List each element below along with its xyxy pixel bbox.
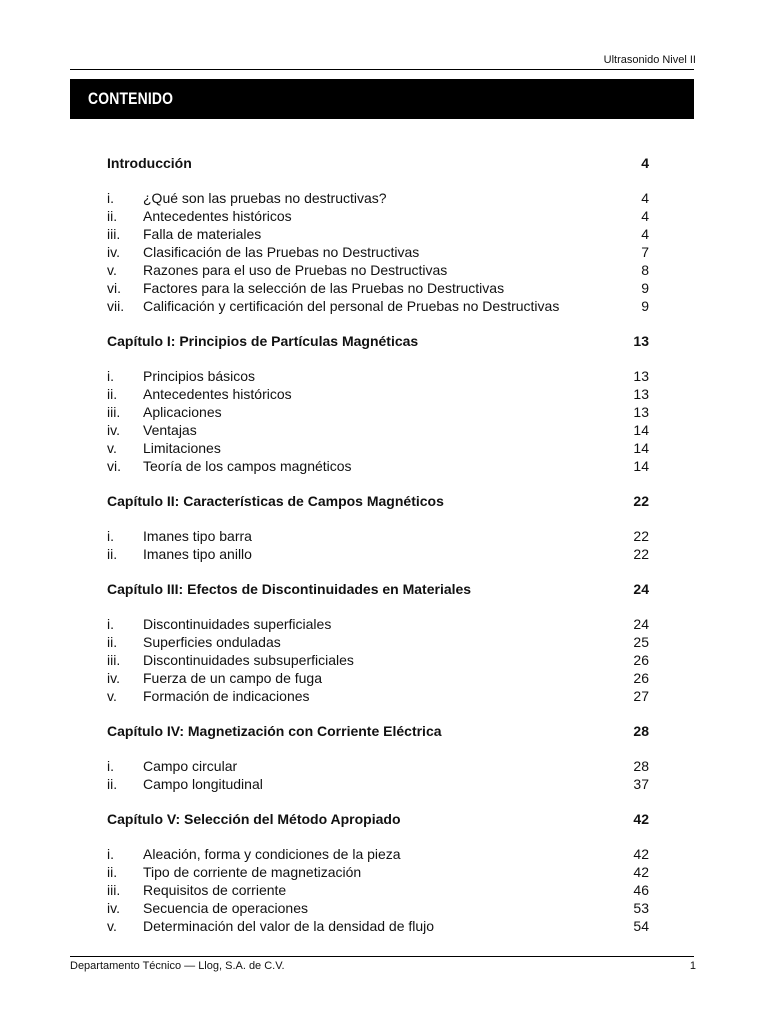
section-title: Capítulo I: Principios de Partículas Magnéticas	[107, 333, 419, 349]
toc-entry[interactable]	[107, 385, 649, 403]
toc-entry-page: 4	[641, 190, 649, 206]
section-items	[107, 615, 649, 705]
toc-entry-num: i.	[107, 846, 114, 862]
section-items	[107, 527, 649, 563]
toc-entry-page: 4	[641, 226, 649, 242]
toc-entry[interactable]	[107, 367, 649, 385]
title-banner	[70, 79, 694, 119]
section-items	[107, 757, 649, 793]
toc-entry-num: ii.	[107, 776, 118, 792]
toc-entry-page: 13	[633, 404, 649, 420]
section-page: 22	[633, 493, 649, 509]
toc-entry[interactable]	[107, 297, 649, 315]
toc-entry-label: Discontinuidades superficiales	[143, 616, 332, 632]
toc-entry-label: Principios básicos	[143, 368, 256, 384]
toc-entry-label: Calificación y certificación del personal de Pruebas no Destructivas	[143, 298, 560, 314]
toc-entry-label: Secuencia de operaciones	[143, 900, 309, 916]
toc-entry-label: Fuerza de un campo de fuga	[143, 670, 323, 686]
toc-entry[interactable]	[107, 899, 649, 917]
toc-entry-num: iii.	[107, 882, 121, 898]
toc-entry-num: ii.	[107, 386, 118, 402]
toc-entry[interactable]	[107, 757, 649, 775]
toc-entry-label: Antecedentes históricos	[143, 208, 292, 224]
section-heading[interactable]	[107, 491, 649, 511]
toc-entry-num: i.	[107, 616, 114, 632]
toc-entry-label: Imanes tipo anillo	[143, 546, 252, 562]
toc-entry-label: Campo longitudinal	[143, 776, 263, 792]
toc-entry-num: v.	[107, 688, 117, 704]
toc-section	[107, 153, 649, 315]
toc-entry[interactable]	[107, 845, 649, 863]
toc-entry[interactable]	[107, 775, 649, 793]
running-header: Ultrasonido Nivel II	[603, 54, 696, 66]
toc-entry[interactable]	[107, 279, 649, 297]
toc-entry-page: 46	[633, 882, 649, 898]
section-page: 28	[633, 723, 649, 739]
toc-entry-page: 8	[641, 262, 649, 278]
toc-entry[interactable]	[107, 651, 649, 669]
toc-entry-page: 26	[633, 670, 649, 686]
toc-entry-num: iii.	[107, 404, 121, 420]
toc-entry-page: 13	[633, 386, 649, 402]
toc-entry-num: v.	[107, 262, 117, 278]
toc-entry-page: 42	[633, 864, 649, 880]
section-heading[interactable]	[107, 153, 649, 173]
toc-entry-page: 27	[633, 688, 649, 704]
toc-section	[107, 579, 649, 705]
toc-section	[107, 331, 649, 475]
toc-entry-page: 54	[633, 918, 649, 934]
toc-entry-num: iv.	[107, 670, 120, 686]
toc-section	[107, 809, 649, 935]
toc-entry-page: 37	[633, 776, 649, 792]
toc-entry[interactable]	[107, 261, 649, 279]
toc-entry[interactable]	[107, 669, 649, 687]
toc-entry-page: 9	[641, 298, 649, 314]
toc-entry[interactable]	[107, 421, 649, 439]
toc-entry[interactable]	[107, 457, 649, 475]
toc-entry-num: iv.	[107, 900, 120, 916]
toc-entry-label: Tipo de corriente de magnetización	[143, 864, 362, 880]
page-number: 1	[689, 960, 696, 972]
toc-entry-label: Formación de indicaciones	[143, 688, 310, 704]
toc-entry-label: Discontinuidades subsuperficiales	[143, 652, 354, 668]
toc-entry-page: 4	[641, 208, 649, 224]
table-of-contents	[107, 153, 649, 951]
section-heading[interactable]	[107, 579, 649, 599]
section-page: 42	[633, 811, 649, 827]
toc-entry-label: Razones para el uso de Pruebas no Destructivas	[143, 262, 448, 278]
toc-entry-page: 42	[633, 846, 649, 862]
toc-entry-page: 14	[633, 458, 649, 474]
toc-entry-label: Ventajas	[143, 422, 197, 438]
toc-entry-num: ii.	[107, 546, 118, 562]
toc-entry-num: v.	[107, 440, 117, 456]
toc-entry[interactable]	[107, 207, 649, 225]
toc-entry[interactable]	[107, 545, 649, 563]
toc-entry-page: 13	[633, 368, 649, 384]
toc-section	[107, 491, 649, 563]
toc-entry-num: ii.	[107, 864, 118, 880]
toc-entry-page: 53	[633, 900, 649, 916]
toc-entry[interactable]	[107, 633, 649, 651]
toc-entry-label: Teoría de los campos magnéticos	[143, 458, 352, 474]
toc-entry[interactable]	[107, 189, 649, 207]
section-page: 13	[633, 333, 649, 349]
header-rule	[70, 69, 694, 70]
toc-entry-label: Requisitos de corriente	[143, 882, 287, 898]
toc-entry[interactable]	[107, 615, 649, 633]
toc-entry-label: Factores para la selección de las Pruebas no Destructivas	[143, 280, 505, 296]
toc-entry-label: ¿Qué son las pruebas no destructivas?	[143, 190, 387, 206]
toc-entry[interactable]	[107, 917, 649, 935]
toc-entry-num: vii.	[107, 298, 125, 314]
footer-text: Departamento Técnico — Llog, S.A. de C.V.	[70, 960, 285, 972]
section-page: 4	[641, 155, 649, 171]
toc-entry[interactable]	[107, 225, 649, 243]
toc-entry-num: i.	[107, 190, 114, 206]
toc-entry-label: Limitaciones	[143, 440, 221, 456]
section-title: Capítulo III: Efectos de Discontinuidades en Materiales	[107, 581, 472, 597]
section-heading[interactable]	[107, 331, 649, 351]
toc-entry[interactable]	[107, 243, 649, 261]
toc-entry[interactable]	[107, 403, 649, 421]
toc-entry-page: 22	[633, 546, 649, 562]
toc-entry[interactable]	[107, 527, 649, 545]
toc-section	[107, 721, 649, 793]
toc-entry-label: Antecedentes históricos	[143, 386, 292, 402]
toc-entry-num: iv.	[107, 244, 120, 260]
toc-entry-num: v.	[107, 918, 117, 934]
toc-entry-num: vi.	[107, 458, 121, 474]
toc-entry-num: ii.	[107, 634, 118, 650]
section-title: Capítulo II: Características de Campos Magnéticos	[107, 493, 444, 509]
toc-entry-page: 7	[641, 244, 649, 260]
section-heading[interactable]	[107, 809, 649, 829]
toc-entry-label: Clasificación de las Pruebas no Destructivas	[143, 244, 420, 260]
section-items	[107, 367, 649, 475]
toc-entry-label: Superficies onduladas	[143, 634, 281, 650]
toc-entry-label: Determinación del valor de la densidad de flujo	[143, 918, 435, 934]
toc-entry[interactable]	[107, 881, 649, 899]
toc-entry-label: Campo circular	[143, 758, 238, 774]
section-items	[107, 189, 649, 315]
toc-entry-page: 9	[641, 280, 649, 296]
toc-entry[interactable]	[107, 439, 649, 457]
toc-entry-num: iii.	[107, 652, 121, 668]
toc-entry-num: ii.	[107, 208, 118, 224]
toc-entry-num: vi.	[107, 280, 121, 296]
toc-entry-num: i.	[107, 528, 114, 544]
toc-entry-page: 22	[633, 528, 649, 544]
section-page: 24	[633, 581, 649, 597]
section-title: Capítulo V: Selección del Método Apropiado	[107, 811, 401, 827]
toc-entry-label: Aleación, forma y condiciones de la pieza	[143, 846, 401, 862]
toc-entry-num: iii.	[107, 226, 121, 242]
toc-entry-num: iv.	[107, 422, 120, 438]
toc-entry-label: Imanes tipo barra	[143, 528, 252, 544]
toc-entry-label: Falla de materiales	[143, 226, 262, 242]
section-title: Introducción	[107, 155, 192, 171]
toc-entry-num: i.	[107, 758, 114, 774]
footer-rule	[70, 956, 694, 957]
toc-entry-page: 26	[633, 652, 649, 668]
toc-entry[interactable]	[107, 863, 649, 881]
toc-entry[interactable]	[107, 687, 649, 705]
section-items	[107, 845, 649, 935]
toc-entry-page: 28	[633, 758, 649, 774]
toc-entry-page: 14	[633, 440, 649, 456]
toc-entry-page: 25	[633, 634, 649, 650]
toc-entry-page: 14	[633, 422, 649, 438]
toc-entry-label: Aplicaciones	[143, 404, 222, 420]
toc-entry-num: i.	[107, 368, 114, 384]
toc-entry-page: 24	[633, 616, 649, 632]
banner-title: CONTENIDO	[88, 89, 174, 108]
section-title: Capítulo IV: Magnetización con Corriente Eléctrica	[107, 723, 442, 739]
section-heading[interactable]	[107, 721, 649, 741]
